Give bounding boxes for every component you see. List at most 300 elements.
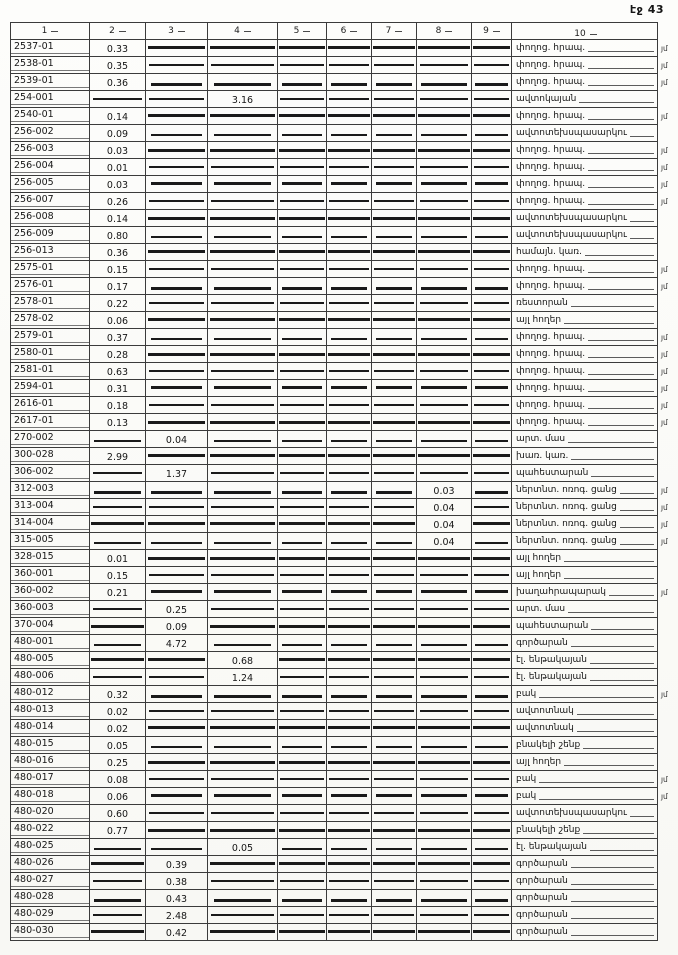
value-cell-col8 bbox=[417, 91, 472, 108]
value-cell-col4 bbox=[208, 159, 278, 176]
trailing-line bbox=[588, 357, 654, 358]
strike-line bbox=[148, 829, 206, 832]
table-row bbox=[10, 380, 676, 397]
margin-note: յմ bbox=[661, 44, 668, 53]
value-cell-col2 bbox=[90, 329, 146, 346]
area-value: 0.09 bbox=[161, 622, 192, 635]
strike-line bbox=[373, 114, 415, 117]
value-cell-col5 bbox=[278, 397, 327, 414]
value-cell-col5 bbox=[278, 193, 327, 210]
value-cell-col8 bbox=[417, 720, 472, 737]
strike-line bbox=[282, 848, 322, 850]
area-value: 0.05 bbox=[102, 741, 133, 754]
value-cell-col5 bbox=[278, 329, 327, 346]
strike-line bbox=[210, 149, 276, 152]
table-row bbox=[10, 74, 676, 91]
trailing-line bbox=[588, 391, 654, 392]
value-cell-col3 bbox=[146, 890, 208, 907]
value-cell-col8 bbox=[417, 873, 472, 890]
value-cell-col4 bbox=[208, 822, 278, 839]
strike-line bbox=[376, 542, 413, 544]
strike-line bbox=[418, 930, 469, 933]
value-cell-col5 bbox=[278, 584, 327, 601]
value-cell-col6 bbox=[327, 754, 372, 771]
strike-line bbox=[374, 676, 414, 678]
parcel-code-cell bbox=[10, 431, 90, 448]
value-cell-col5 bbox=[278, 448, 327, 465]
area-value: 0.14 bbox=[102, 112, 133, 125]
area-value: 0.14 bbox=[102, 214, 133, 227]
strike-line bbox=[210, 454, 276, 457]
parcel-code-cell bbox=[10, 601, 90, 618]
strike-line bbox=[474, 302, 509, 304]
trailing-line bbox=[588, 153, 654, 154]
value-cell-col5 bbox=[278, 499, 327, 516]
margin-note bbox=[658, 312, 676, 329]
trailing-line bbox=[590, 680, 654, 681]
value-cell-col8 bbox=[417, 550, 472, 567]
value-cell-col4 bbox=[208, 108, 278, 125]
value-cell-col6 bbox=[327, 737, 372, 754]
parcel-code-cell bbox=[10, 856, 90, 873]
strike-line bbox=[331, 182, 368, 185]
value-cell-col6 bbox=[327, 414, 372, 431]
value-cell-col7 bbox=[372, 907, 417, 924]
column-header-label: 4 bbox=[234, 26, 251, 36]
strike-line bbox=[282, 236, 322, 238]
strike-line bbox=[279, 318, 325, 321]
land-use-cell bbox=[512, 567, 658, 584]
strike-line bbox=[282, 338, 322, 340]
land-use-cell bbox=[512, 516, 658, 533]
strike-line bbox=[474, 574, 509, 576]
trailing-line bbox=[630, 221, 654, 222]
strike-line bbox=[475, 386, 508, 389]
strike-line bbox=[373, 522, 415, 525]
margin-note: յմ bbox=[661, 775, 668, 784]
value-cell-col2 bbox=[90, 193, 146, 210]
value-cell-col6 bbox=[327, 618, 372, 635]
strike-line bbox=[149, 98, 204, 100]
land-use-cell bbox=[512, 805, 658, 822]
margin-note bbox=[658, 465, 676, 482]
area-value: 0.22 bbox=[102, 299, 133, 312]
land-use-label: ներտնտ. ոռոգ. ցանց bbox=[516, 519, 617, 529]
area-value: 0.21 bbox=[102, 588, 133, 601]
parcel-code: 312-003 bbox=[11, 483, 89, 496]
area-value: 1.24 bbox=[227, 673, 258, 686]
value-cell-col6 bbox=[327, 465, 372, 482]
value-cell-col3 bbox=[146, 244, 208, 261]
table-row bbox=[10, 176, 676, 193]
value-cell-col4 bbox=[208, 295, 278, 312]
column-header-2 bbox=[90, 22, 146, 40]
strike-line bbox=[475, 848, 508, 850]
value-cell-col4 bbox=[208, 737, 278, 754]
parcel-code: 480-022 bbox=[11, 823, 89, 836]
strike-line bbox=[211, 370, 273, 372]
value-cell-col5 bbox=[278, 737, 327, 754]
strike-line bbox=[151, 182, 202, 185]
parcel-code-cell bbox=[10, 397, 90, 414]
land-use-label: փողոց. հրապ. bbox=[516, 196, 586, 206]
strike-line bbox=[328, 318, 370, 321]
value-cell-col9 bbox=[472, 261, 512, 278]
strike-line bbox=[373, 421, 415, 424]
strike-line bbox=[418, 454, 469, 457]
area-value: 0.01 bbox=[102, 554, 133, 567]
strike-line bbox=[148, 353, 206, 356]
table-row bbox=[10, 295, 676, 312]
value-cell-col6 bbox=[327, 856, 372, 873]
value-cell-col6 bbox=[327, 108, 372, 125]
strike-line bbox=[376, 899, 413, 902]
value-cell-col4 bbox=[208, 193, 278, 210]
table-row bbox=[10, 584, 676, 601]
strike-line bbox=[421, 134, 466, 136]
value-cell-col5 bbox=[278, 652, 327, 669]
strike-line bbox=[94, 899, 140, 902]
value-cell-col7 bbox=[372, 295, 417, 312]
parcel-code: 256-013 bbox=[11, 245, 89, 258]
value-cell-col2 bbox=[90, 312, 146, 329]
land-use-label: ավտոտնակ bbox=[516, 706, 574, 716]
value-cell-col5 bbox=[278, 822, 327, 839]
value-cell-col5 bbox=[278, 431, 327, 448]
value-cell-col3 bbox=[146, 108, 208, 125]
trailing-line bbox=[609, 595, 654, 596]
land-use-label: այլ հողեր bbox=[516, 553, 562, 563]
strike-line bbox=[328, 421, 370, 424]
land-use-cell bbox=[512, 227, 658, 244]
strike-line bbox=[374, 200, 414, 202]
value-cell-col7 bbox=[372, 261, 417, 278]
value-cell-col8 bbox=[417, 754, 472, 771]
value-cell-col7 bbox=[372, 550, 417, 567]
trailing-line bbox=[588, 425, 654, 426]
parcel-code: 2581-01 bbox=[11, 364, 89, 377]
value-cell-col5 bbox=[278, 550, 327, 567]
land-use-label: խաղահրապարակ bbox=[516, 587, 606, 597]
land-use-cell bbox=[512, 40, 658, 57]
value-cell-col3 bbox=[146, 91, 208, 108]
value-cell-col6 bbox=[327, 159, 372, 176]
strike-line bbox=[329, 778, 369, 780]
strike-line bbox=[282, 899, 322, 902]
land-use-cell bbox=[512, 431, 658, 448]
strike-line bbox=[282, 644, 322, 646]
value-cell-col8 bbox=[417, 57, 472, 74]
parcel-code-cell bbox=[10, 40, 90, 57]
value-cell-col3 bbox=[146, 125, 208, 142]
strike-line bbox=[475, 236, 508, 238]
margin-note bbox=[658, 822, 676, 839]
value-cell-col9 bbox=[472, 652, 512, 669]
margin-note: յմ bbox=[661, 367, 668, 376]
value-cell-col3 bbox=[146, 601, 208, 618]
value-cell-col6 bbox=[327, 805, 372, 822]
land-use-cell bbox=[512, 822, 658, 839]
value-cell-col3 bbox=[146, 550, 208, 567]
value-cell-col3 bbox=[146, 788, 208, 805]
value-cell-col9 bbox=[472, 771, 512, 788]
value-cell-col5 bbox=[278, 91, 327, 108]
strike-line bbox=[473, 829, 510, 832]
strike-line bbox=[93, 506, 143, 508]
strike-line bbox=[374, 574, 414, 576]
column-header-5 bbox=[278, 22, 327, 40]
value-cell-col3 bbox=[146, 346, 208, 363]
column-header-label: 9 bbox=[483, 26, 500, 36]
value-cell-col8 bbox=[417, 159, 472, 176]
strike-line bbox=[214, 590, 272, 593]
parcel-code-cell bbox=[10, 873, 90, 890]
margin-note: յմ bbox=[661, 61, 668, 70]
value-cell-col3 bbox=[146, 74, 208, 91]
value-cell-col5 bbox=[278, 703, 327, 720]
strike-line bbox=[418, 862, 469, 865]
strike-line bbox=[376, 83, 413, 86]
parcel-code: 2575-01 bbox=[11, 262, 89, 275]
value-cell-col9 bbox=[472, 924, 512, 941]
strike-line bbox=[91, 862, 143, 865]
value-cell-col9 bbox=[472, 363, 512, 380]
strike-line bbox=[210, 726, 276, 729]
value-cell-col2 bbox=[90, 176, 146, 193]
margin-note bbox=[658, 737, 676, 754]
value-cell-col7 bbox=[372, 40, 417, 57]
trailing-line bbox=[588, 51, 654, 52]
value-cell-col5 bbox=[278, 618, 327, 635]
value-cell-col6 bbox=[327, 635, 372, 652]
value-cell-col2 bbox=[90, 346, 146, 363]
strike-line bbox=[473, 421, 510, 424]
strike-line bbox=[474, 710, 509, 712]
value-cell-col5 bbox=[278, 890, 327, 907]
margin-note bbox=[658, 550, 676, 567]
value-cell-col2 bbox=[90, 227, 146, 244]
value-cell-col7 bbox=[372, 499, 417, 516]
value-cell-col7 bbox=[372, 125, 417, 142]
strike-line bbox=[328, 625, 370, 628]
area-value: 0.25 bbox=[102, 758, 133, 771]
value-cell-col8 bbox=[417, 635, 472, 652]
value-cell-col9 bbox=[472, 295, 512, 312]
strike-line bbox=[418, 761, 469, 764]
value-cell-col4 bbox=[208, 448, 278, 465]
strike-line bbox=[376, 386, 413, 389]
strike-line bbox=[420, 914, 469, 916]
parcel-code-cell bbox=[10, 380, 90, 397]
value-cell-col6 bbox=[327, 329, 372, 346]
land-use-label: փողոց. հրապ. bbox=[516, 332, 586, 342]
strike-line bbox=[279, 862, 325, 865]
value-cell-col3 bbox=[146, 856, 208, 873]
strike-line bbox=[211, 404, 273, 406]
strike-line bbox=[475, 182, 508, 185]
strike-line bbox=[93, 880, 143, 882]
strike-line bbox=[376, 440, 413, 442]
table-row bbox=[10, 516, 676, 533]
trailing-line bbox=[588, 204, 654, 205]
strike-line bbox=[373, 454, 415, 457]
strike-line bbox=[418, 726, 469, 729]
value-cell-col7 bbox=[372, 380, 417, 397]
land-use-label: էլ. ենթակայան bbox=[516, 842, 588, 852]
strike-line bbox=[475, 899, 508, 902]
margin-note: յմ bbox=[661, 503, 668, 512]
value-cell-col6 bbox=[327, 227, 372, 244]
value-cell-col8 bbox=[417, 312, 472, 329]
area-value: 0.03 bbox=[102, 180, 133, 193]
strike-line bbox=[475, 746, 508, 748]
trailing-line bbox=[588, 68, 654, 69]
strike-line bbox=[374, 880, 414, 882]
table-row bbox=[10, 618, 676, 635]
land-use-label: այլ հողեր bbox=[516, 757, 562, 767]
column-header-label: 2 bbox=[109, 26, 126, 36]
strike-line bbox=[210, 829, 276, 832]
parcel-code-cell bbox=[10, 907, 90, 924]
value-cell-col6 bbox=[327, 533, 372, 550]
value-cell-col8 bbox=[417, 805, 472, 822]
value-cell-col2 bbox=[90, 788, 146, 805]
value-cell-col6 bbox=[327, 788, 372, 805]
value-cell-col5 bbox=[278, 40, 327, 57]
strike-line bbox=[473, 454, 510, 457]
value-cell-col4 bbox=[208, 873, 278, 890]
strike-line bbox=[420, 608, 469, 610]
land-use-cell bbox=[512, 856, 658, 873]
strike-line bbox=[420, 778, 469, 780]
area-value: 0.15 bbox=[102, 571, 133, 584]
strike-line bbox=[473, 522, 510, 525]
area-value: 0.15 bbox=[102, 265, 133, 278]
value-cell-col6 bbox=[327, 669, 372, 686]
value-cell-col8 bbox=[417, 482, 472, 499]
margin-note: յմ bbox=[661, 112, 668, 121]
value-cell-col8 bbox=[417, 380, 472, 397]
parcel-code-cell bbox=[10, 278, 90, 295]
strike-line bbox=[210, 930, 276, 933]
value-cell-col7 bbox=[372, 635, 417, 652]
strike-line bbox=[420, 880, 469, 882]
trailing-line bbox=[568, 612, 654, 613]
land-use-cell bbox=[512, 533, 658, 550]
strike-line bbox=[421, 287, 466, 290]
strike-line bbox=[279, 625, 325, 628]
margin-note: յմ bbox=[661, 78, 668, 87]
strike-line bbox=[151, 848, 202, 850]
table-row bbox=[10, 431, 676, 448]
land-use-label: բակ bbox=[516, 791, 537, 801]
value-cell-col5 bbox=[278, 669, 327, 686]
value-cell-col8 bbox=[417, 329, 472, 346]
strike-line bbox=[421, 182, 466, 185]
strike-line bbox=[418, 625, 469, 628]
value-cell-col4 bbox=[208, 57, 278, 74]
area-value: 0.63 bbox=[102, 367, 133, 380]
parcel-code-cell bbox=[10, 822, 90, 839]
strike-line bbox=[475, 794, 508, 797]
trailing-line bbox=[588, 374, 654, 375]
value-cell-col9 bbox=[472, 482, 512, 499]
strike-line bbox=[280, 302, 323, 304]
strike-line bbox=[474, 506, 509, 508]
strike-line bbox=[279, 726, 325, 729]
trailing-line bbox=[571, 646, 654, 647]
value-cell-col5 bbox=[278, 346, 327, 363]
parcel-code: 315-005 bbox=[11, 534, 89, 547]
parcel-code: 480-012 bbox=[11, 687, 89, 700]
land-use-label: համայն. կառ. bbox=[516, 247, 582, 257]
value-cell-col2 bbox=[90, 652, 146, 669]
value-cell-col7 bbox=[372, 516, 417, 533]
header-row bbox=[10, 22, 676, 40]
strike-line bbox=[373, 149, 415, 152]
strike-line bbox=[280, 268, 323, 270]
parcel-code: 256-008 bbox=[11, 211, 89, 224]
margin-note: յմ bbox=[661, 163, 668, 172]
table-row bbox=[10, 227, 676, 244]
strike-line bbox=[331, 644, 368, 646]
land-use-cell bbox=[512, 312, 658, 329]
strike-line bbox=[280, 64, 323, 66]
strike-line bbox=[329, 914, 369, 916]
value-cell-col8 bbox=[417, 499, 472, 516]
strike-line bbox=[376, 338, 413, 340]
value-cell-col7 bbox=[372, 227, 417, 244]
value-cell-col4 bbox=[208, 227, 278, 244]
area-value: 0.03 bbox=[428, 486, 459, 499]
value-cell-col2 bbox=[90, 159, 146, 176]
parcel-code: 2580-01 bbox=[11, 347, 89, 360]
parcel-code-cell bbox=[10, 108, 90, 125]
area-value: 1.37 bbox=[161, 469, 192, 482]
area-value: 0.31 bbox=[102, 384, 133, 397]
strike-line bbox=[376, 695, 413, 698]
parcel-code: 480-029 bbox=[11, 908, 89, 921]
value-cell-col9 bbox=[472, 754, 512, 771]
value-cell-col4 bbox=[208, 329, 278, 346]
strike-line bbox=[374, 472, 414, 474]
value-cell-col5 bbox=[278, 125, 327, 142]
strike-line bbox=[149, 200, 204, 202]
value-cell-col6 bbox=[327, 91, 372, 108]
land-use-label: փողոց. հրապ. bbox=[516, 60, 586, 70]
value-cell-col7 bbox=[372, 669, 417, 686]
strike-line bbox=[374, 778, 414, 780]
strike-line bbox=[93, 472, 143, 474]
margin-note: յմ bbox=[661, 520, 668, 529]
strike-line bbox=[376, 746, 413, 748]
value-cell-col6 bbox=[327, 210, 372, 227]
value-cell-col5 bbox=[278, 771, 327, 788]
table-row bbox=[10, 40, 676, 57]
land-use-label: էլ. ենթակայան bbox=[516, 672, 588, 682]
value-cell-col3 bbox=[146, 176, 208, 193]
strike-line bbox=[421, 899, 466, 902]
land-use-cell bbox=[512, 91, 658, 108]
strike-line bbox=[474, 914, 509, 916]
strike-line bbox=[279, 421, 325, 424]
strike-line bbox=[331, 542, 368, 544]
margin-note: յմ bbox=[661, 418, 668, 427]
strike-line bbox=[280, 676, 323, 678]
column-header-label: 8 bbox=[436, 26, 453, 36]
value-cell-col7 bbox=[372, 431, 417, 448]
land-use-label: գործարան bbox=[516, 927, 568, 937]
